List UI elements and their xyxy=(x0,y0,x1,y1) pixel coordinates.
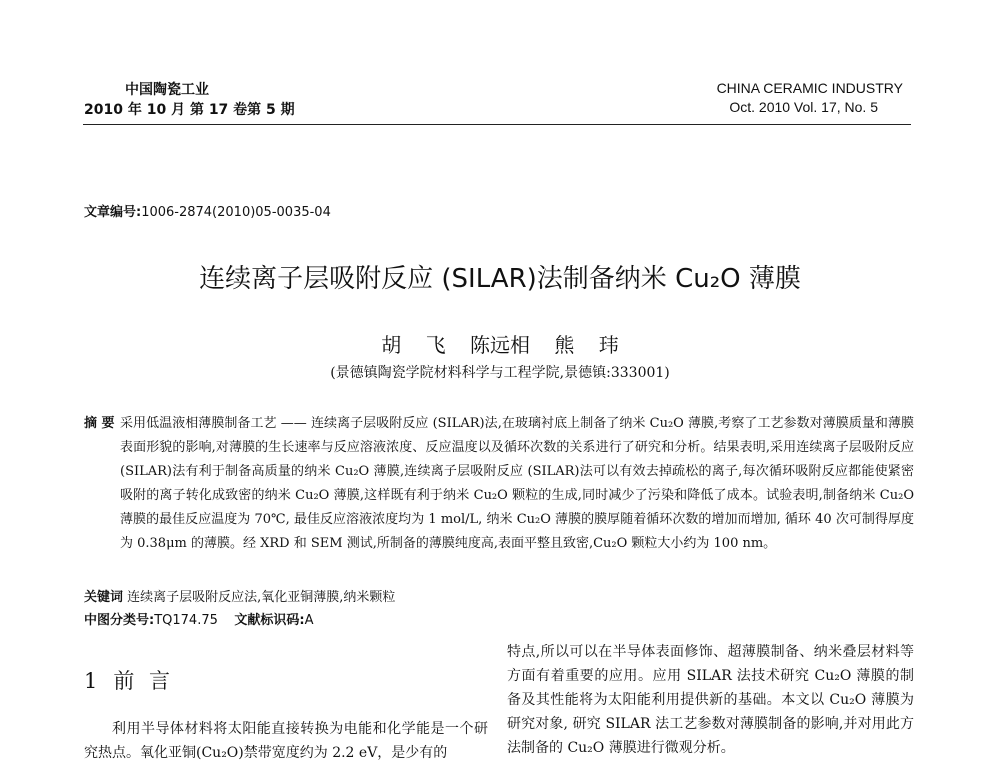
abstract-text: 采用低温液相薄膜制备工艺 —— 连续离子层吸附反应 (SILAR)法,在玻璃衬底上制备了纳米 Cu₂O 薄膜,考察了工艺参数对薄膜质量和薄膜表面形貌的影响,对薄膜的生长速率与反应溶液浓度、反应温度以及循环次数的关系进行了研究和分析。结果表明,采用连续离子层吸附反应(SILAR)法有利于制备高质量的纳米 Cu₂O 薄膜,连续离子层吸附反应 (SILAR)法可以有效去掉疏松的离子,每次循环吸附反应都能使紧密吸附的离子转化成致密的纳米 Cu₂O 薄膜,这样既有利于纳米 Cu₂O 颗粒的生成,同时减少了污染和降低了成本。试验表明,制备纳米 Cu₂O 薄膜的最佳反应温度为 70℃, 最佳反应溶液浓度均为 1 mol/L, 纳米 Cu₂O 薄膜的膜厚随着循环次数的增加而增加, 循环 40 次可制得厚度为 0.38μm 的薄膜。经 XRD 和 SEM 测试,所制备的薄膜纯度高,表面平整且致密,Cu₂O 颗粒大小约为 100 nm。 xyxy=(120,416,914,551)
abstract xyxy=(84,412,914,556)
classification-label: 中图分类号: xyxy=(84,613,155,628)
classification-value: TQ174.75 xyxy=(154,613,218,628)
header-rule xyxy=(83,124,911,125)
authors: 胡 飞 陈远相 熊 玮 xyxy=(381,333,619,357)
section-heading xyxy=(84,665,174,695)
article-number-value: 1006-2874(2010)05-0035-04 xyxy=(141,205,331,220)
keywords-text: 连续离子层吸附反应法,氧化亚铜薄膜,纳米颗粒 xyxy=(123,590,396,605)
section-number: 1 xyxy=(84,669,102,693)
article-number-label: 文章编号: xyxy=(84,205,142,220)
paper-title: 连续离子层吸附反应 (SILAR)法制备纳米 Cu₂O 薄膜 xyxy=(199,264,801,294)
body-column-left: 利用半导体材料将太阳能直接转换为电能和化学能是一个研究热点。氧化亚铜(Cu₂O)禁带宽度约为 2.2 eV，是少有的 xyxy=(84,721,488,761)
journal-name-cn: 中国陶瓷工业 xyxy=(125,82,209,98)
body-column-right: 特点,所以可以在半导体表面修饰、超薄膜制备、纳米叠层材料等方面有着重要的应用。应用 SILAR 法技术研究 Cu₂O 薄膜的制备及其性能将为太阳能利用提供新的基础。本文以 Cu₂O 薄膜为研究对象, 研究 SILAR 法工艺参数对薄膜制备的影响,并对用此方法制备的 Cu₂O 薄膜进行微观分析。 xyxy=(507,644,914,756)
issue-info-cn: 2010 年 10 月 第 17 卷第 5 期 xyxy=(84,102,295,118)
affiliation: (景德镇陶瓷学院材料科学与工程学院,景德镇:333001) xyxy=(330,365,670,381)
article-number xyxy=(84,201,331,220)
journal-name-en: CHINA CERAMIC INDUSTRY xyxy=(716,80,903,96)
keywords xyxy=(84,586,395,605)
keywords-label: 关键词 xyxy=(84,590,124,605)
doc-code-label: 文献标识码: xyxy=(234,613,305,628)
issue-info-en: Oct. 2010 Vol. 17, No. 5 xyxy=(729,99,878,115)
classification xyxy=(84,609,314,628)
doc-code-value: A xyxy=(304,613,314,628)
section-title: 前 言 xyxy=(113,669,175,693)
abstract-label: 摘 要 xyxy=(84,416,115,431)
